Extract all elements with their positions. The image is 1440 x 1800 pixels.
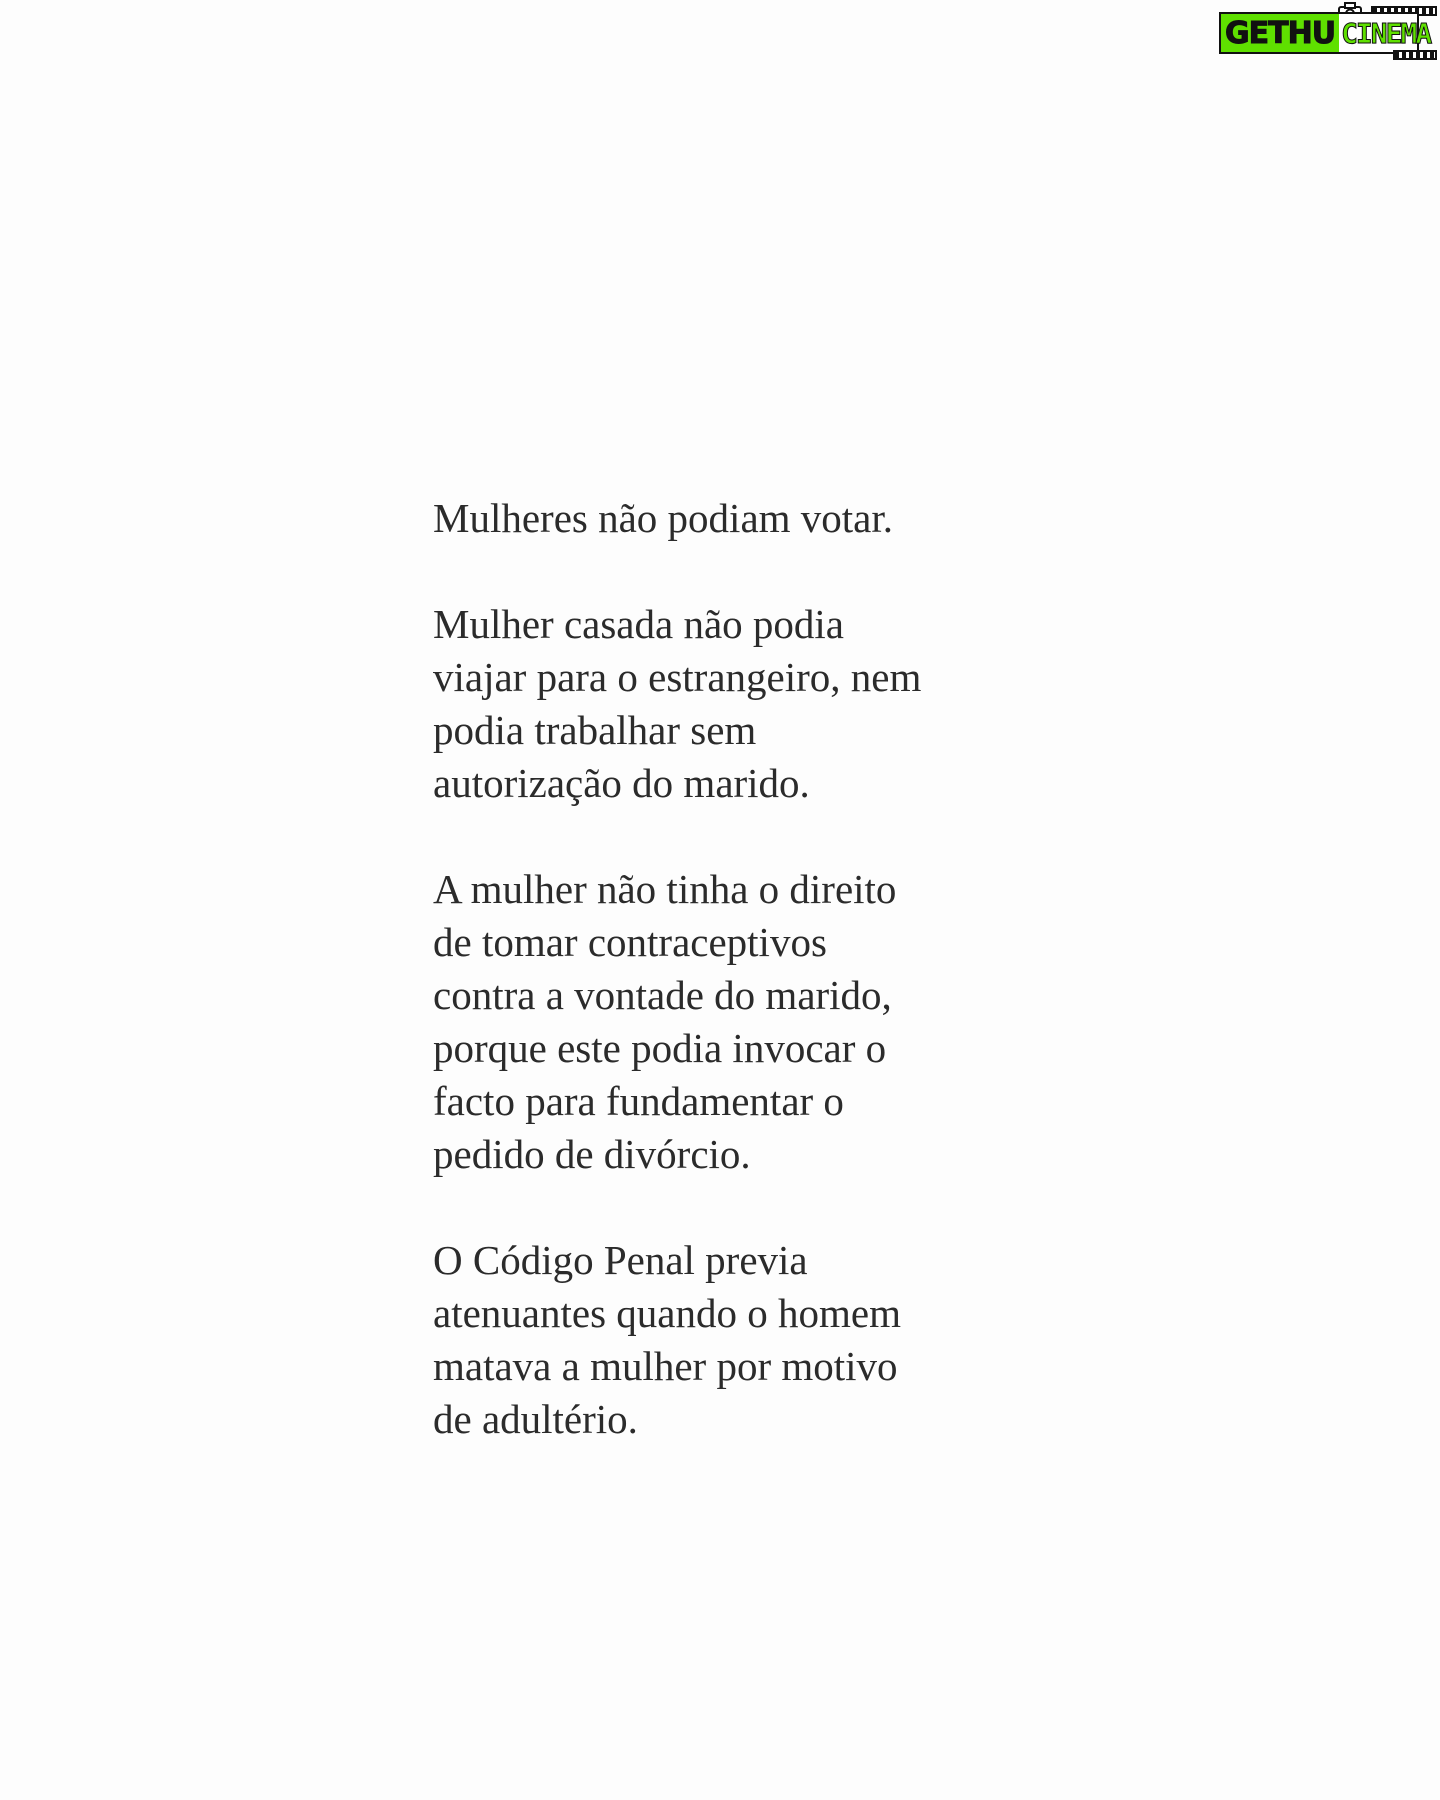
text-line: autorização do marido. bbox=[433, 760, 810, 806]
logo-wordmark bbox=[1219, 12, 1431, 54]
text-line: facto para fundamentar o bbox=[433, 1078, 844, 1124]
text-line: de adultério. bbox=[433, 1396, 638, 1442]
watermark-logo bbox=[1219, 6, 1437, 56]
logo-text-right: CINEMA bbox=[1341, 16, 1431, 50]
logo-text-left: GETHU bbox=[1221, 14, 1339, 52]
text-line: atenuantes quando o homem bbox=[433, 1290, 901, 1336]
text-line: contra a vontade do marido, bbox=[433, 972, 892, 1018]
text-line: viajar para o estrangeiro, nem bbox=[433, 654, 922, 700]
paragraph-4 bbox=[433, 1234, 1033, 1446]
text-line: de tomar contraceptivos bbox=[433, 919, 827, 965]
text-line: Mulher casada não podia bbox=[433, 601, 844, 647]
paragraph-3 bbox=[433, 863, 1033, 1181]
text-line: pedido de divórcio. bbox=[433, 1131, 751, 1177]
text-body bbox=[433, 492, 1033, 1499]
text-line: A mulher não tinha o direito bbox=[433, 866, 897, 912]
text-line: O Código Penal previa bbox=[433, 1237, 808, 1283]
paragraph-1 bbox=[433, 492, 1033, 545]
paragraph-2 bbox=[433, 598, 1033, 810]
text-line: podia trabalhar sem bbox=[433, 707, 757, 753]
text-line: porque este podia invocar o bbox=[433, 1025, 887, 1071]
film-strip-bottom bbox=[1393, 50, 1437, 60]
text-line: Mulheres não podiam votar. bbox=[433, 495, 894, 541]
text-line: matava a mulher por motivo bbox=[433, 1343, 898, 1389]
